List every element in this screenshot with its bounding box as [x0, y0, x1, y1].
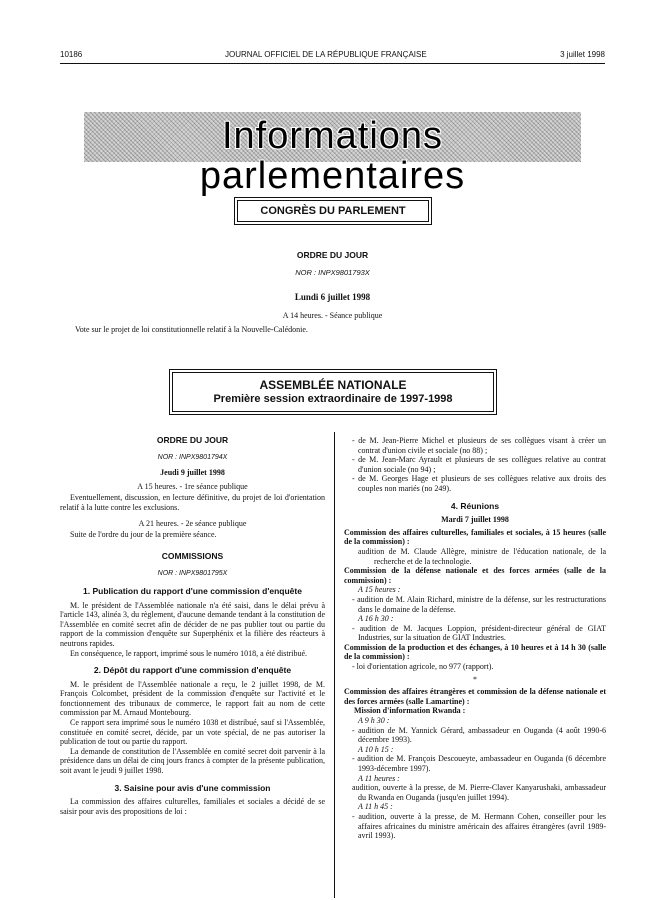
mission-rwanda: Mission d'information Rwanda :: [354, 706, 466, 716]
heading-reunions: 4. Réunions: [450, 500, 500, 511]
proposition-2: - de M. Jean-Marc Ayrault et plusieurs de ses collègues relative au contrat d'union sociale (no 94) ;: [352, 455, 606, 474]
reunions-day: Mardi 7 juillet 1998: [441, 515, 509, 525]
proposition-3: - de M. Georges Hage et plusieurs de ses collègues relative aux droits des couples non mariés (no 249).: [352, 474, 606, 493]
para-2b: Ce rapport sera imprimé sous le numéro 1038 et distribué, sauf si l'Assemblée, constituée en comité secret, décide, par un vote spécial, de ne pas autoriser la publication de tout ou partie du rapport.: [60, 718, 325, 747]
defense-time-2: A 16 h 30 :: [358, 614, 394, 624]
para-3: La commission des affaires culturelles, familiales et sociales a décidé de se saisir pour avis des propositions de loi :: [60, 797, 325, 816]
left-nor: NOR : INPX9801794X: [157, 453, 228, 461]
seance-1-text: Eventuellement, discussion, en lecture définitive, du projet de loi d'orientation relatif à la lutte contre les exclusions.: [60, 493, 325, 512]
section-banner: [84, 112, 581, 197]
congres-time: A 14 heures. - Séance publique: [282, 311, 383, 320]
commission-production: Commission de la production et des échanges, à 10 heures et à 14 h 30 (salle de la commission) :: [344, 642, 606, 662]
session-title: Première session extraordinaire de 1997-1998: [213, 393, 453, 405]
heading-depot: 2. Dépôt du rapport d'une commission d'enquête: [93, 665, 292, 676]
rwanda-item-3: audition, ouverte à la presse, de M. Pierre-Claver Kanyarushaki, ambassadeur du Rwanda en Ouganda (jusqu'en juillet 1994).: [352, 783, 606, 802]
defense-item-2: - audition de M. Jacques Loppion, président-directeur général de GIAT Industries, sur la situation de GIAT Industries.: [352, 623, 606, 643]
left-day: Jeudi 9 juillet 1998: [160, 468, 225, 478]
rwanda-time-1: A 9 h 30 :: [358, 716, 390, 726]
heading-saisine: 3. Saisine pour avis d'une commission: [114, 782, 271, 793]
rwanda-item-4: - audition, ouverte à la presse, de M. Hermann Cohen, conseiller pour les affaires africaines du ministre américain des affaires étrangères (avril 1989-avril 1993).: [352, 811, 606, 841]
commission-culturelles-item: audition de M. Claude Allègre, ministre de l'éducation nationale, de la recherche et de la technologie.: [358, 546, 606, 566]
rwanda-time-2: A 10 h 15 :: [358, 744, 394, 754]
para-2a: M. le président de l'Assemblée nationale a reçu, le 2 juillet 1998, de M. François Colcombet, président de la commission d'enquête sur l'activité et le fonctionnement des tribunaux de commerce, le rapport fait au nom de cette commission par M. Arnaud Montebourg.: [60, 679, 325, 718]
production-item: - loi d'orientation agricole, no 977 (rapport).: [352, 662, 494, 672]
rwanda-item-2: - audition de M. François Descoueyte, ambassadeur en Ouganda (6 décembre 1993-décembre 1997).: [352, 754, 606, 773]
rwanda-time-3: A 11 heures :: [358, 773, 400, 783]
left-ordre: ORDRE DU JOUR: [156, 435, 229, 445]
rwanda-time-4: A 11 h 45 :: [358, 802, 393, 812]
seance-1-time: A 15 heures. - 1re séance publique: [137, 481, 248, 491]
commission-culturelles: Commission des affaires culturelles, familiales et sociales, à 15 heures (salle de la commission) :: [344, 527, 606, 547]
seance-2-time: A 21 heures. - 2e séance publique: [138, 518, 247, 528]
issue-date: 3 juillet 1998: [560, 50, 605, 59]
column-divider: [334, 432, 335, 898]
congres-nor: NOR : INPX9801793X: [295, 268, 370, 277]
congres-box: [237, 200, 429, 222]
page-header: [60, 50, 605, 64]
congres-day: Lundi 6 juillet 1998: [294, 292, 371, 302]
page-number: 10186: [60, 50, 83, 59]
seance-2-text: Suite de l'ordre du jour de la première séance.: [70, 530, 217, 540]
defense-item-1: - audition de M. Alain Richard, ministre de la défense, sur les restructurations dans le domaine de la défense.: [352, 594, 606, 614]
congres-ordre: ORDRE DU JOUR: [296, 250, 369, 260]
assemblee-title: ASSEMBLÉE NATIONALE: [259, 378, 407, 392]
banner-title: Informations parlementaires: [199, 115, 466, 197]
congres-title: CONGRÈS DU PARLEMENT: [260, 205, 406, 217]
heading-publication: 1. Publication du rapport d'une commission d'enquête: [83, 585, 302, 596]
journal-title: JOURNAL OFFICIEL DE LA RÉPUBLIQUE FRANÇAISE: [225, 50, 427, 59]
commission-etrangeres: Commission des affaires étrangères et commission de la défense nationale et des forces armées (salle Lamartine) :: [344, 687, 606, 706]
para-2c: La demande de constitution de l'Assemblée en comité secret doit parvenir à la présidence dans un délai de cinq jours francs à compter de la présente publication, soit avant le jeudi 9 juillet 1998.: [60, 746, 325, 776]
header-rule: [60, 63, 605, 64]
left-column: [60, 436, 325, 816]
commission-defense: Commission de la défense nationale et des forces armées (salle de la commission) :: [344, 566, 606, 585]
defense-time-1: A 15 heures :: [358, 585, 401, 595]
right-column: [344, 436, 606, 841]
commissions-heading: COMMISSIONS: [161, 550, 224, 561]
rwanda-item-1: - audition de M. Yannick Gérard, ambassadeur en Ouganda (4 août 1990-6 décembre 1993).: [352, 725, 606, 745]
para-1a: M. le président de l'Assemblée nationale n'a été saisi, dans le délai prévu à l'article 143, alinéa 3, du règlement, d'aucune demande tendant à la constitution de l'Assemblée en comité secret afin de décider de ne pas publier tout ou partie du rapport de la commission d'enquête sur Superphénix et la filière des réacteurs à neutrons rapides.: [60, 600, 325, 648]
assemblee-box: [172, 372, 494, 412]
para-1b: En conséquence, le rapport, imprimé sous le numéro 1018, a été distribué.: [70, 648, 308, 658]
separator-star: *: [473, 674, 477, 684]
commissions-nor: NOR : INPX9801795X: [157, 570, 228, 578]
proposition-1: - de M. Jean-Pierre Michel et plusieurs de ses collègues visant à créer un contrat d'union civile et sociale (no 88) ;: [352, 436, 606, 455]
congres-text: Vote sur le projet de loi constitutionnelle relatif à la Nouvelle-Calédonie.: [75, 325, 308, 334]
